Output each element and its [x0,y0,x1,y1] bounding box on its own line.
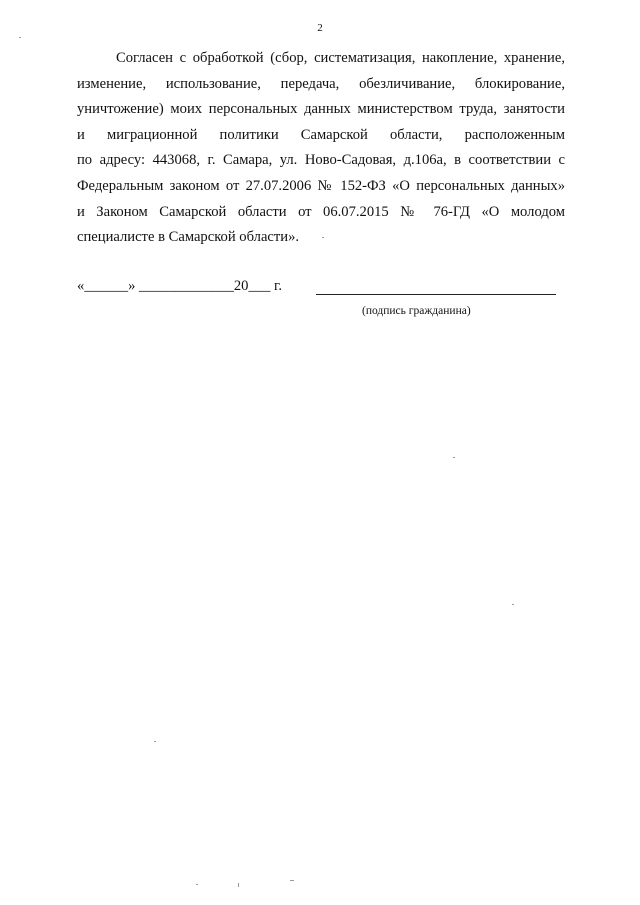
scan-speck [196,884,198,885]
date-field: «______» _____________20___ г. [77,278,283,294]
consent-line: и миграционной политики Самарской области, расположенным [77,126,565,143]
consent-line: Федеральным законом от 27.07.2006 № 152-ФЗ «О персональных данных» [77,177,565,194]
scan-speck [453,457,455,458]
consent-line: специалисте в Самарской области». [77,229,300,246]
scan-speck [238,883,239,887]
scan-speck [154,741,156,742]
scan-speck [512,604,514,605]
consent-line: уничтожение) моих персональных данных министерством труда, занятости [77,101,565,118]
scan-speck [290,880,294,881]
scan-speck [19,37,21,38]
signature-caption: (подпись гражданина) [362,305,471,317]
consent-line: Согласен с обработкой (сбор, систематизация, накопление, хранение, [116,50,565,66]
consent-line: по адресу: 443068, г. Самара, ул. Ново-Садовая, д.106а, в соответствии с [77,152,565,169]
consent-line: изменение, использование, передача, обезличивание, блокирование, [77,75,565,92]
consent-paragraph [77,46,565,251]
signature-line [316,294,556,295]
consent-line: и Законом Самарской области от 06.07.2015 № 76-ГД «О молодом [77,203,565,220]
scan-speck [322,237,324,238]
page-number: 2 [317,22,323,34]
